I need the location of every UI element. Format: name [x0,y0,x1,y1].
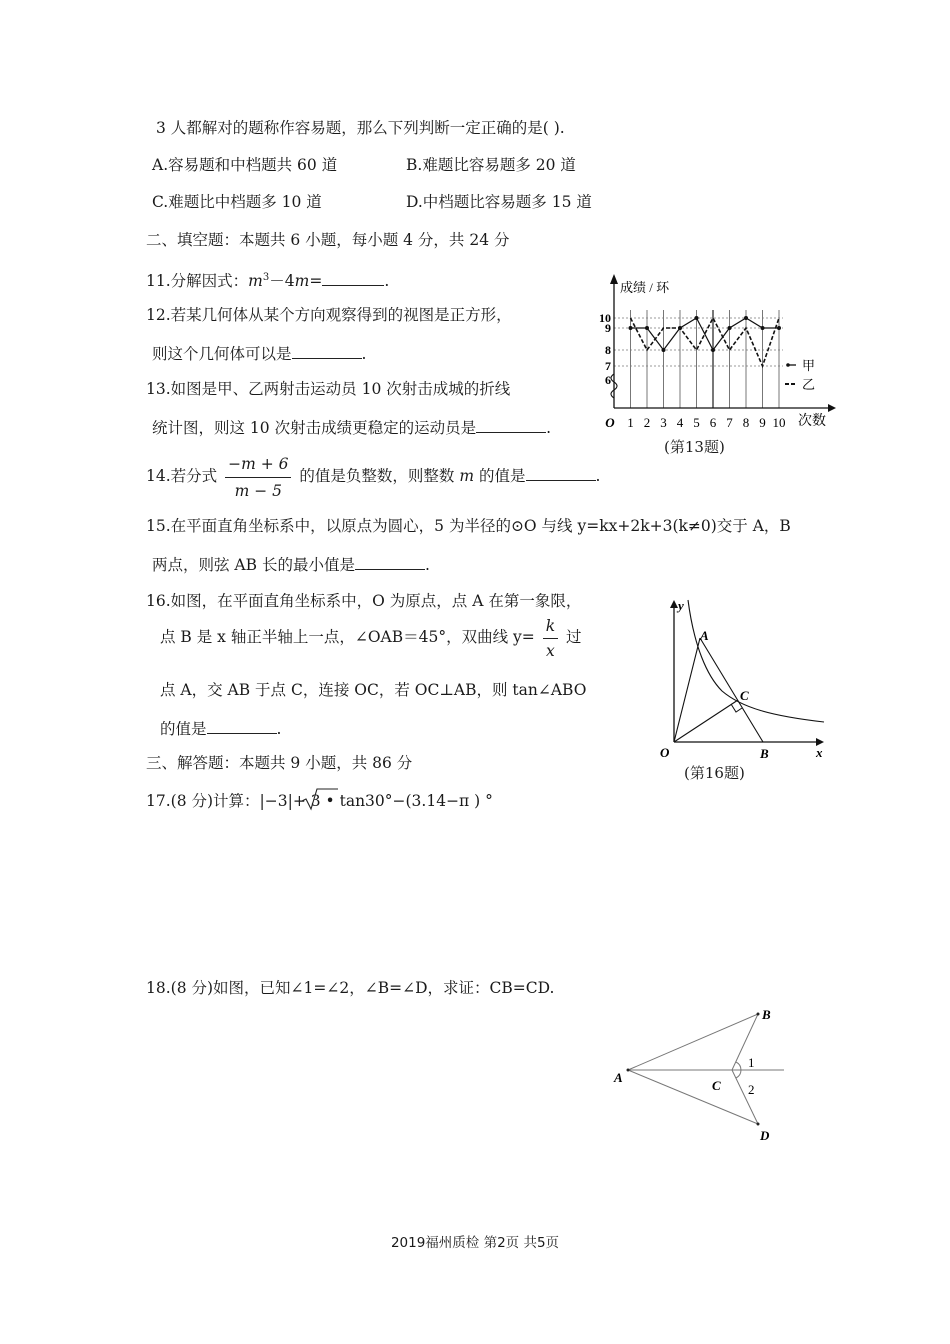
chart13-ytick-8: 8 [605,343,611,357]
legend-jia-marker [786,363,790,367]
legend-jia-label: 甲 [802,358,816,373]
q16-text2b: 过 [566,628,582,646]
q10-continuation: 3 人都解对的题称作容易题，那么下列判断一定正确的是( ). [156,119,565,137]
q14-answer-blank[interactable] [526,464,596,481]
q12-line1: 12.若某几何体从某个方向观察得到的视图是正方形， [146,306,512,324]
fig18-label-B: B [762,1007,771,1022]
q12-end: . [361,345,367,363]
q11-equals: = [309,272,323,291]
q16-end: . [276,720,282,738]
q15-end: . [424,556,430,574]
q11-answer-blank[interactable] [322,269,384,286]
q11 [146,268,389,291]
q14-denominator: m − 5 [234,481,282,500]
fig16-segment-OC [674,700,738,742]
chart13-x-arrow [828,404,836,412]
q11-end: . [384,272,390,291]
chart13-point-甲-1 [629,326,633,330]
fig16-label-y: y [678,598,684,613]
fig16-label-C: C [740,688,749,703]
page-footer: 2019福州质检 第2页 共5页 [390,1235,560,1251]
q11-mid: －4 [269,272,295,291]
q16-line1: 16.如图，在平面直角坐标系中，O 为原点，点 A 在第一象限， [146,592,582,610]
fig18-angle1-arc [736,1062,741,1070]
figure-18-diagram [608,1000,798,1150]
fig18-label-A: A [614,1070,623,1085]
section-2-heading: 二、填空题：本题共 6 小题，每小题 4 分，共 24 分 [146,231,510,249]
q10-option-d: D.中档题比容易题多 15 道 [406,193,592,211]
chart13-point-甲-8 [744,316,748,320]
chart13-xtick-3: 3 [660,415,667,430]
fig16-label-O: O [660,745,670,760]
q11-exponent: 3 [262,272,270,283]
chart13-xtick-2: 2 [643,415,651,430]
chart13-ytick-6: 6 [605,373,611,387]
q14-var-m: m [459,467,475,485]
chart13-point-甲-3 [662,348,666,352]
chart13-xtick-1: 1 [627,415,634,430]
q11-var-m: m [248,272,263,291]
q14-end: . [595,467,601,485]
chart13-xtick-10: 10 [772,415,786,430]
fig16-segment-AB [700,638,763,742]
fig16-svg [652,596,832,761]
fig16-y-arrow [670,600,678,608]
chart13-xtick-9: 9 [759,415,766,430]
q16-frac-denominator: x [546,641,555,660]
figure-13-caption: (第13题) [664,438,725,456]
q14 [146,452,600,502]
q14-fraction [225,453,291,502]
q10-option-a: A.容易题和中档题共 60 道 [152,156,338,174]
q11-var-m2: m [294,272,310,291]
chart13-xtick-7: 7 [726,415,733,430]
q14-text2: 的值是 [479,467,526,485]
chart13-xlabel: 次数 [798,414,826,429]
chart13-point-甲-9 [761,326,765,330]
fig16-hyperbola [688,600,824,722]
q15-line1: 15.在平面直角坐标系中，以原点为圆心，5 为半径的⊙O 与线 y=kx+2k+3(k≠0)交于 A，B [146,517,791,535]
fig18-label-D: D [760,1128,770,1143]
q16-fraction [543,616,558,661]
q16-line4 [160,717,281,739]
chart13-ytick-9: 9 [605,321,611,335]
q12-text: 则这个几何体可以是 [152,345,292,363]
chart13-xtick-O: O [605,415,615,430]
fig18-point-D [757,1123,760,1126]
q16-line2 [160,615,582,661]
chart13-xtick-8: 8 [742,415,750,430]
q14-prefix: 14.若分式 [146,467,218,485]
fig18-segment-AB [628,1014,758,1070]
q18: 18.(8 分)如图，已知∠1=∠2，∠B=∠D，求证：CB=CD. [146,979,555,997]
figure-16-caption: (第16题) [684,764,745,782]
chart13-series-line-甲 [631,318,780,350]
q16-answer-blank[interactable] [207,717,277,734]
q15-text: 两点，则弦 AB 长的最小值是 [152,556,355,574]
chart13-xtick-labels [605,415,785,430]
q14-text: 的值是负整数，则整数 [299,467,455,485]
sqrt-radical-stroke [302,789,338,809]
q13-line1: 13.如图是甲、乙两射击运动员 10 次射击成城的折线 [146,380,511,398]
chart13-svg [598,270,838,440]
chart13-xtick-5: 5 [693,415,700,430]
q10-option-c: C.难题比中档题多 10 道 [152,193,322,211]
q17-sqrt-sign [300,787,340,811]
chart13-point-甲-10 [777,326,781,330]
figure-16-diagram [652,596,832,761]
fig18-point-B [757,1013,760,1016]
fig18-label-2: 2 [748,1082,755,1097]
q13-line2 [152,416,551,438]
chart13-point-甲-7 [728,326,732,330]
fig18-svg [608,1000,798,1150]
q14-numerator: −m + 6 [225,453,291,478]
fig18-label-C: C [712,1078,721,1093]
q16-text2a: 点 B 是 x 轴正半轴上一点，∠OAB＝45°，双曲线 y= [160,628,535,646]
fig18-segment-AD [628,1070,758,1124]
chart13-ytick-labels [599,311,611,387]
chart13-point-甲-6 [711,348,715,352]
q12-line2 [152,342,366,364]
fig16-label-B: B [760,746,769,761]
q13-end: . [546,419,552,437]
fig16-label-x: x [816,745,823,760]
q13-answer-blank[interactable] [476,416,546,433]
chart13-y-arrow [610,274,618,284]
fig18-segment-CD [732,1070,758,1124]
chart13-point-甲-5 [695,316,699,320]
fig16-label-A: A [700,628,709,643]
chart13-ytick-7: 7 [605,359,611,373]
chart13-xtick-6: 6 [709,415,717,430]
q15-line2 [152,553,430,575]
q16-text4: 的值是 [160,720,207,738]
q12-answer-blank[interactable] [292,342,362,359]
q16-frac-numerator: k [543,616,558,639]
legend-yi-label: 乙 [802,377,816,392]
fig18-point-A [627,1069,630,1072]
fig18-label-1: 1 [748,1055,755,1070]
fig18-angle2-arc [736,1070,741,1078]
chart13-series [629,316,782,366]
fig16-segment-OA [674,638,700,742]
chart13-ylabel: 成绩 / 环 [620,280,670,295]
chart13-point-甲-2 [645,326,649,330]
figure-13-chart [598,270,838,440]
q17: 17.(8 分)计算：|−3|+ 3 • tan30°−(3.14−π ) ° [146,792,493,810]
q15-answer-blank[interactable] [355,553,425,570]
section-3-heading: 三、解答题：本题共 9 小题，共 86 分 [146,754,413,772]
q13-text: 统计图，则这 10 次射击成绩更稳定的运动员是 [152,419,477,437]
q10-option-b: B.难题比容易题多 20 道 [406,156,576,174]
chart13-xtick-4: 4 [676,415,684,430]
q16-line3: 点 A，交 AB 于点 C，连接 OC，若 OC⊥AB，则 tan∠ABO [160,681,587,699]
q11-prefix: 11.分解因式： [146,272,249,291]
chart13-ytick-10: 10 [599,311,611,325]
